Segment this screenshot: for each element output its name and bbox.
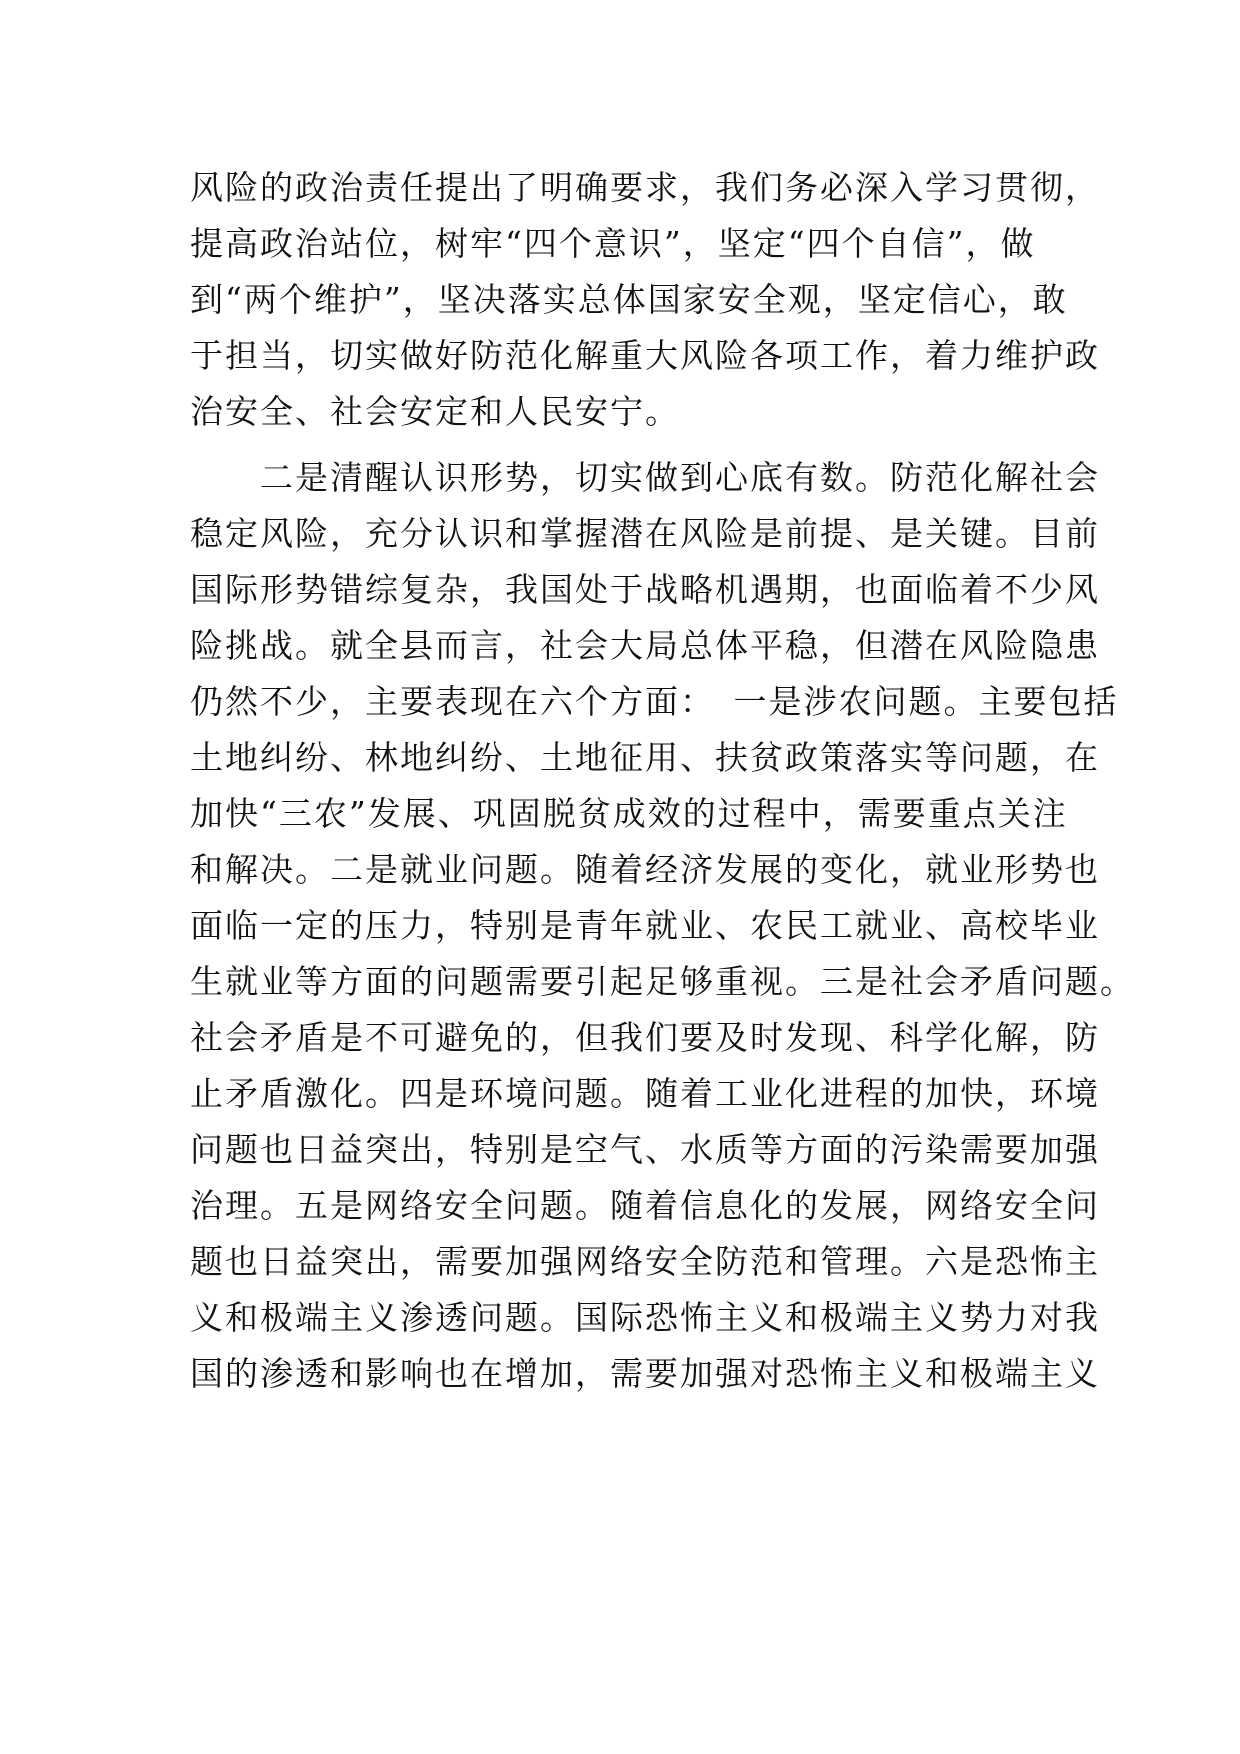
text-line: 问题也日益突出，特别是空气、水质等方面的污染需要加强	[190, 1130, 1100, 1169]
text-line: 社会矛盾是不可避免的，但我们要及时发现、科学化解，防	[190, 1018, 1100, 1057]
text-line: 二是清醒认识形势，切实做到心底有数。防范化解社会	[190, 458, 1100, 497]
text-line: 治安全、社会安定和人民安宁。	[190, 392, 680, 431]
paragraph-1	[190, 160, 1100, 440]
text-line: 止矛盾激化。四是环境问题。随着工业化进程的加快，环境	[190, 1074, 1100, 1113]
text-line: 国际形势错综复杂，我国处于战略机遇期，也面临着不少风	[190, 570, 1100, 609]
text-line: 稳定风险，充分认识和掌握潜在风险是前提、是关键。目前	[190, 514, 1100, 553]
text-line: 险挑战。就全县而言，社会大局总体平稳，但潜在风险隐患	[190, 626, 1100, 665]
text-line: 面临一定的压力，特别是青年就业、农民工就业、高校毕业	[190, 906, 1100, 945]
paragraph-gap	[190, 440, 1070, 450]
text-line: 于担当，切实做好防范化解重大风险各项工作，着力维护政	[190, 336, 1100, 375]
text-line: 风险的政治责任提出了明确要求，我们务必深入学习贯彻，	[190, 168, 1100, 207]
body-text	[190, 160, 1135, 1402]
text-line: 加快“三农”发展、巩固脱贫成效的过程中，需要重点关注	[190, 794, 1068, 833]
text-line: 生就业等方面的问题需要引起足够重视。三是社会矛盾问题。	[190, 962, 1135, 1001]
text-line: 题也日益突出，需要加强网络安全防范和管理。六是恐怖主	[190, 1242, 1100, 1281]
text-line: 义和极端主义渗透问题。国际恐怖主义和极端主义势力对我	[190, 1298, 1100, 1337]
text-line: 治理。五是网络安全问题。随着信息化的发展，网络安全问	[190, 1186, 1100, 1225]
text-line: 土地纠纷、林地纠纷、土地征用、扶贫政策落实等问题，在	[190, 738, 1100, 777]
text-line: 到“两个维护”，坚决落实总体国家安全观，坚定信心，敢	[190, 280, 1068, 319]
paragraph-2	[190, 450, 1135, 1402]
text-line: 仍然不少，主要表现在六个方面： 一是涉农问题。主要包括	[190, 682, 1119, 721]
text-line: 和解决。二是就业问题。随着经济发展的变化，就业形势也	[190, 850, 1100, 889]
text-line: 提高政治站位，树牢“四个意识”，坚定“四个自信”，做	[190, 224, 1036, 263]
text-line: 国的渗透和影响也在增加，需要加强对恐怖主义和极端主义	[190, 1354, 1100, 1393]
